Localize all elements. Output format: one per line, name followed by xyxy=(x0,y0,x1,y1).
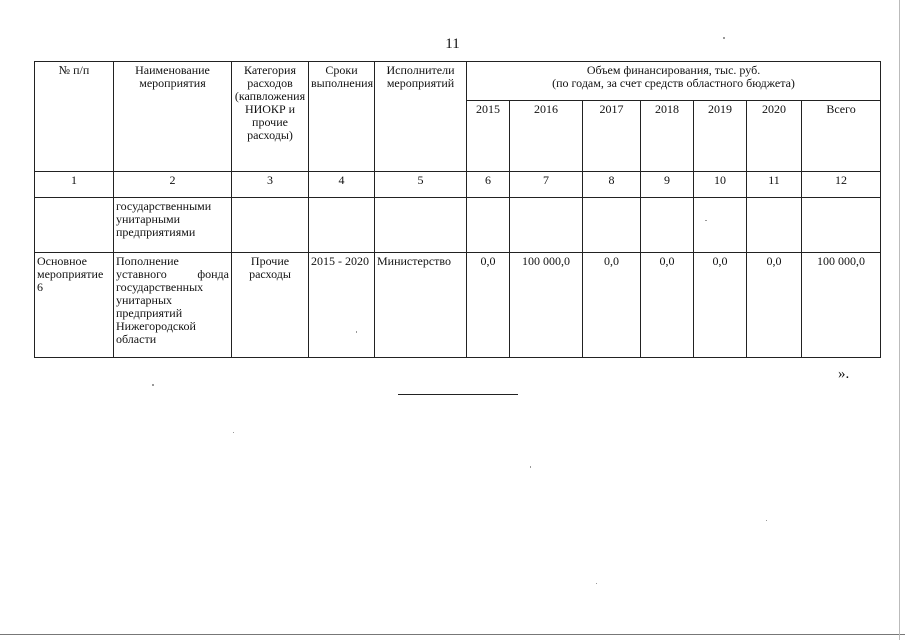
table-cell xyxy=(747,198,802,253)
table-cell xyxy=(641,198,694,253)
header-year: 2018 xyxy=(641,101,694,172)
table-cell xyxy=(583,198,641,253)
scan-speck xyxy=(723,37,725,39)
table-cell xyxy=(467,198,510,253)
column-number-row xyxy=(35,172,881,198)
column-number: 9 xyxy=(641,172,694,198)
table-cell xyxy=(309,198,375,253)
header-year: 2016 xyxy=(510,101,583,172)
value-cell: 0,0 xyxy=(641,253,694,358)
header-num: № п/п xyxy=(35,62,114,172)
scan-bottom-edge xyxy=(0,634,905,635)
column-number: 4 xyxy=(309,172,375,198)
scan-speck xyxy=(233,432,234,433)
page-number: 11 xyxy=(445,36,460,52)
column-number: 2 xyxy=(114,172,232,198)
column-number: 6 xyxy=(467,172,510,198)
header-year: 2017 xyxy=(583,101,641,172)
scan-speck xyxy=(596,583,597,584)
header-funding-line2: (по годам, за счет средств областного бюджета) xyxy=(552,76,795,90)
table-cell xyxy=(694,198,747,253)
total-cell: 100 000,0 xyxy=(802,253,881,358)
header-row xyxy=(35,62,881,101)
header-category: Категория расходов (капвложения НИОКР и прочие расходы) xyxy=(232,62,309,172)
scan-right-edge xyxy=(899,0,900,640)
activity-terms: 2015 - 2020 xyxy=(309,253,375,358)
table-cell xyxy=(802,198,881,253)
header-executors: Исполнители мероприятий xyxy=(375,62,467,172)
column-number: 8 xyxy=(583,172,641,198)
header-terms: Сроки выполнения xyxy=(309,62,375,172)
activity-executors: Министерство xyxy=(375,253,467,358)
header-total: Всего xyxy=(802,101,881,172)
column-number: 1 xyxy=(35,172,114,198)
column-number: 3 xyxy=(232,172,309,198)
closing-quote-mark: ». xyxy=(838,366,850,382)
table-row xyxy=(35,198,881,253)
column-number: 5 xyxy=(375,172,467,198)
column-number: 11 xyxy=(747,172,802,198)
scan-speck xyxy=(356,331,357,333)
end-rule xyxy=(398,394,518,395)
column-number: 7 xyxy=(510,172,583,198)
scan-speck xyxy=(705,220,707,221)
table-row xyxy=(35,253,881,358)
activity-name: Пополнение уставного фонда государственных унитарных предприятий Нижегородской области xyxy=(114,253,232,358)
table-cell xyxy=(510,198,583,253)
header-name: Наименование мероприятия xyxy=(114,62,232,172)
column-number: 10 xyxy=(694,172,747,198)
value-cell: 100 000,0 xyxy=(510,253,583,358)
header-funding xyxy=(467,62,881,101)
header-year: 2019 xyxy=(694,101,747,172)
table-cell xyxy=(232,198,309,253)
table-cell xyxy=(375,198,467,253)
value-cell: 0,0 xyxy=(694,253,747,358)
funding-table xyxy=(34,61,881,358)
header-year: 2020 xyxy=(747,101,802,172)
header-funding-line1: Объем финансирования, тыс. руб. xyxy=(586,63,761,77)
header-year: 2015 xyxy=(467,101,510,172)
scan-speck xyxy=(152,384,154,386)
activity-number: Основное мероприятие 6 xyxy=(35,253,114,358)
scan-speck xyxy=(766,520,767,521)
value-cell: 0,0 xyxy=(747,253,802,358)
value-cell: 0,0 xyxy=(467,253,510,358)
table-cell xyxy=(35,198,114,253)
continuation-name: государственными унитарными предприятиями xyxy=(114,198,232,253)
scan-speck xyxy=(530,466,531,468)
activity-category: Прочие расходы xyxy=(232,253,309,358)
value-cell: 0,0 xyxy=(583,253,641,358)
column-number: 12 xyxy=(802,172,881,198)
